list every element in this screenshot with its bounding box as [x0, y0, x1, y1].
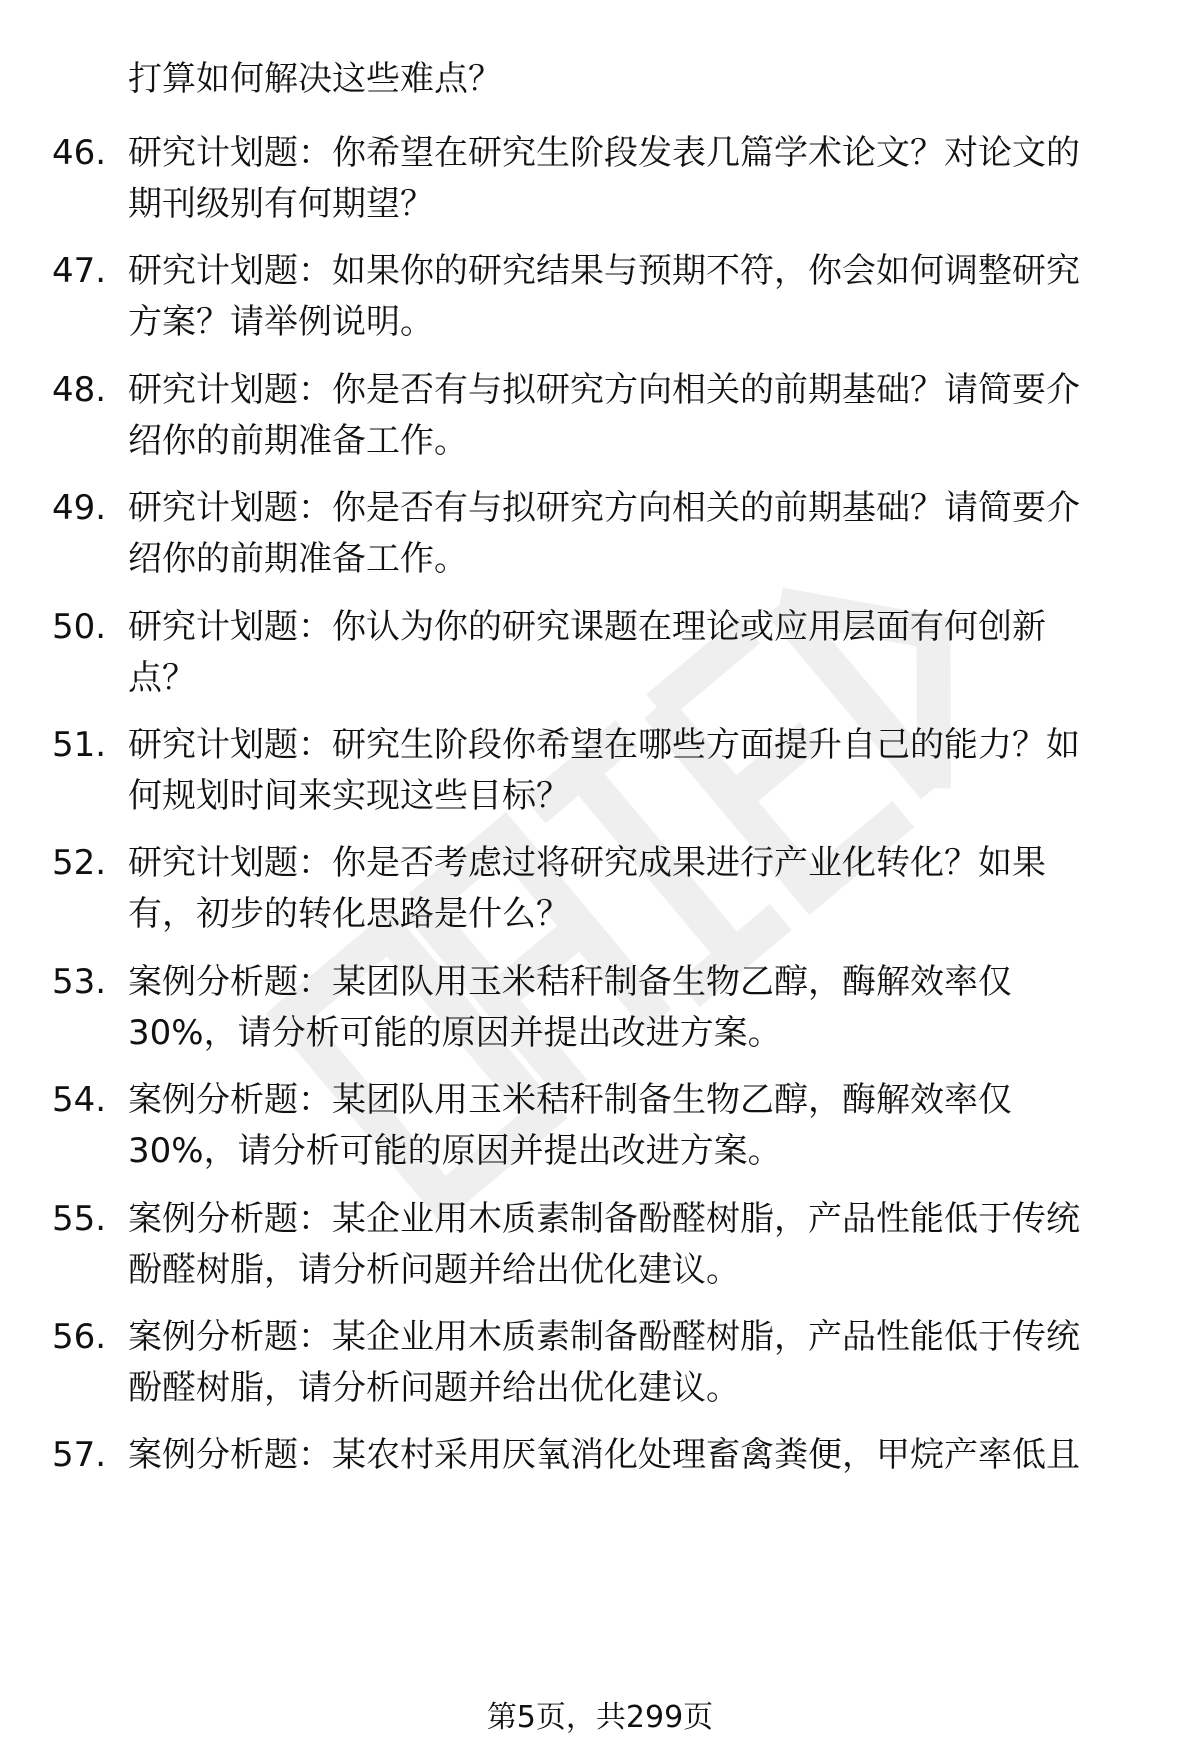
item-text-line-1: 研究计划题：研究生阶段你希望在哪些方面提升自己的能力？如 [128, 725, 1080, 765]
continuation-text: 打算如何解决这些难点？ [128, 59, 502, 99]
item-text-line-2: 期刊级别有何期望？ [128, 184, 434, 224]
item-number: 52. [52, 843, 107, 884]
page-footer: 第5页，共299页 [486, 1700, 714, 1735]
item-text-line-1: 研究计划题：你认为你的研究课题在理论或应用层面有何创新 [128, 606, 1046, 647]
item-number: 54. [52, 1080, 107, 1121]
item-number: 47. [52, 251, 107, 292]
item-number: 57. [52, 1435, 107, 1476]
item-number: 53. [52, 961, 107, 1002]
item-text-line-2: 绍你的前期准备工作。 [128, 420, 468, 461]
item-number: 48. [52, 369, 107, 410]
item-text-line-1: 研究计划题：如果你的研究结果与预期不符，你会如何调整研究 [128, 251, 1080, 292]
item-text-line-1: 案例分析题：某团队用玉米秸秆制备生物乙醇，酶解效率仅 [128, 961, 1012, 1002]
item-text-line-1: 研究计划题：你希望在研究生阶段发表几篇学术论文？对论文的 [128, 133, 1080, 173]
item-text-line-1: 案例分析题：某团队用玉米秸秆制备生物乙醇，酶解效率仅 [128, 1080, 1012, 1121]
item-text-line-2: 有，初步的转化思路是什么？ [128, 894, 570, 935]
item-text-line-1: 案例分析题：某农村采用厌氧消化处理畜禽粪便，甲烷产率低且 [128, 1435, 1080, 1476]
item-text-line-2: 30%，请分析可能的原因并提出改进方案。 [128, 1012, 782, 1053]
item-text-line-2: 绍你的前期准备工作。 [128, 539, 468, 580]
item-number: 49. [52, 488, 107, 529]
item-number: 50. [52, 606, 107, 647]
item-text-line-2: 30%，请分析可能的原因并提出改进方案。 [128, 1131, 782, 1172]
item-text-line-2: 方案？请举例说明。 [128, 302, 434, 343]
item-number: 56. [52, 1317, 107, 1357]
item-text-line-2: 酚醛树脂，请分析问题并给出优化建议。 [128, 1249, 740, 1290]
item-number: 46. [52, 133, 107, 173]
item-text-line-1: 案例分析题：某企业用木质素制备酚醛树脂，产品性能低于传统 [128, 1317, 1080, 1357]
item-text-line-2: 何规划时间来实现这些目标？ [128, 776, 570, 816]
item-text-line-1: 研究计划题：你是否有与拟研究方向相关的前期基础？请简要介 [128, 369, 1080, 410]
item-text-line-2: 酚醛树脂，请分析问题并给出优化建议。 [128, 1368, 740, 1408]
item-number: 51. [52, 725, 107, 765]
item-text-line-1: 研究计划题：你是否考虑过将研究成果进行产业化转化？如果 [128, 843, 1046, 884]
item-text-line-1: 研究计划题：你是否有与拟研究方向相关的前期基础？请简要介 [128, 488, 1080, 529]
item-text-line-2: 点？ [128, 657, 196, 698]
item-number: 55. [52, 1198, 107, 1239]
item-text-line-1: 案例分析题：某企业用木质素制备酚醛树脂，产品性能低于传统 [128, 1198, 1080, 1239]
